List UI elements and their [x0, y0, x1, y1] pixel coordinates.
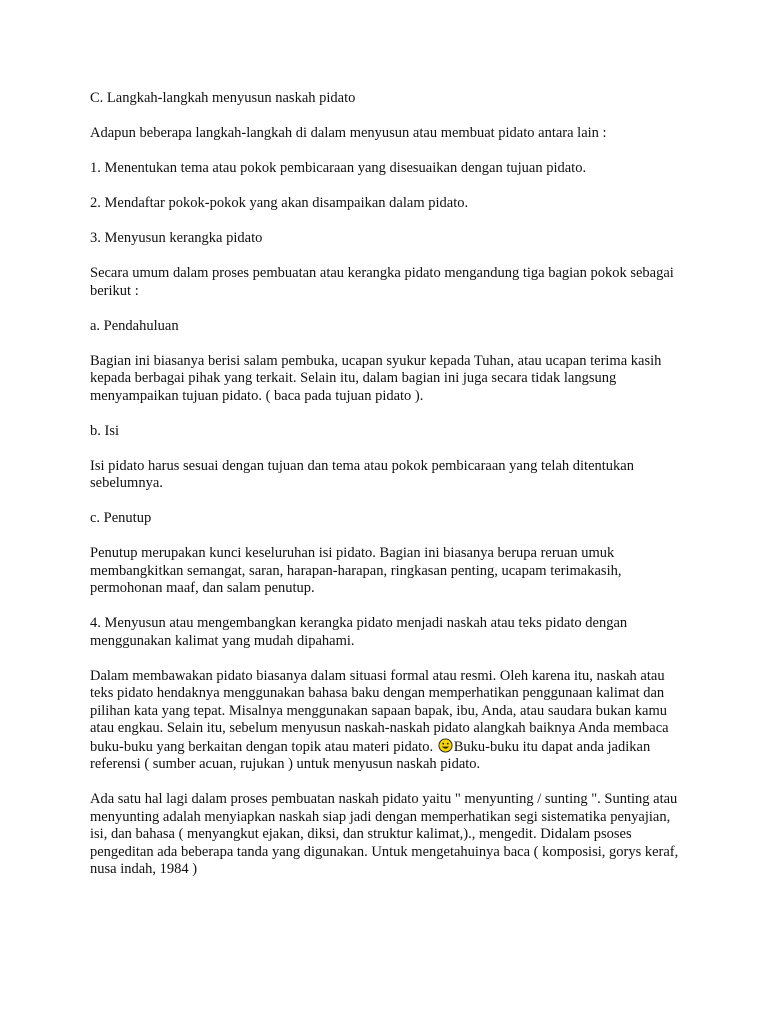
formal-text-before: Dalam membawakan pidato biasanya dalam situasi formal atau resmi. Oleh karena itu, naskah atau teks pidato hendaknya menggunakan bahasa baku dengan memperhatikan penggunaan kalimat dan pilihan kata yang tepat. Misalnya menggunakan sapaan bapak, ibu, Anda, atau saudara bukan kamu atau engkau. Selain itu, sebelum menyusun naskah-naskah pidato alangkah baiknya Anda membaca buku-buku yang berkaitan dengan topik atau materi pidato.	[90, 667, 669, 755]
smiley-right-eye	[447, 742, 449, 744]
smiley-left-eye	[442, 742, 444, 744]
part-a-paragraph: Bagian ini biasanya berisi salam pembuka, ucapan syukur kepada Tuhan, atau ucapan terima kasih kepada berbagai pihak yang terkait. Selain itu, dalam bagian ini juga secara tidak langsung menyampaikan tujuan pidato. ( baca pada tujuan pidato ).	[90, 352, 662, 404]
smiley-face-icon	[438, 738, 453, 753]
smiley-face-circle	[439, 738, 452, 751]
section-heading: C. Langkah-langkah menyusun naskah pidato	[90, 90, 356, 106]
part-b-paragraph: Isi pidato harus sesuai dengan tujuan dan tema atau pokok pembicaraan yang telah ditentukan sebelumnya.	[90, 457, 634, 491]
step-1: 1. Menentukan tema atau pokok pembicaraan yang disesuaikan dengan tujuan pidato.	[90, 160, 587, 176]
part-c-paragraph: Penutup merupakan kunci keseluruhan isi pidato. Bagian ini biasanya berupa reruan umuk membangkitkan semangat, saran, harapan-harapan, ringkasan penting, ucapam terimakasih, permohonan maaf, dan salam penutup.	[90, 545, 622, 596]
step-4: 4. Menyusun atau mengembangkan kerangka pidato menjadi naskah atau teks pidato dengan menggunakan kalimat yang mudah dipahami.	[90, 615, 628, 649]
part-c-title: c. Penutup	[90, 510, 152, 526]
step-2: 2. Mendaftar pokok-pokok yang akan disampaikan dalam pidato.	[90, 195, 469, 211]
intro-paragraph: Adapun beberapa langkah-langkah di dalam menyusun atau membuat pidato antara lain :	[90, 125, 607, 141]
formal-language-paragraph	[90, 668, 690, 774]
part-b-title: b. Isi	[90, 422, 119, 439]
editing-paragraph: Ada satu hal lagi dalam proses pembuatan naskah pidato yaitu " menyunting / sunting ". Sunting atau menyunting adalah menyiapkan naskah siap jadi dengan memperhatikan segi sistematika penyajian, isi, dan bahasa ( menyangkut ejakan, diksi, dan struktur kalimat,)., mengedit. Didalam psoses pengeditan ada beberapa tanda yang digunakan. Untuk mengetahuinya baca ( komposisi, gorys keraf, nusa indah, 1984 )	[90, 791, 679, 877]
structure-intro-paragraph: Secara umum dalam proses pembuatan atau kerangka pidato mengandung tiga bagian pokok sebagai berikut :	[90, 265, 674, 299]
step-3: 3. Menyusun kerangka pidato	[90, 230, 263, 246]
formal-text-after: Buku-buku itu dapat anda jadikan referensi ( sumber acuan, rujukan ) untuk menyusun naskah pidato.	[90, 738, 651, 772]
document-page	[90, 90, 690, 896]
part-a-title: a. Pendahuluan	[90, 317, 179, 334]
